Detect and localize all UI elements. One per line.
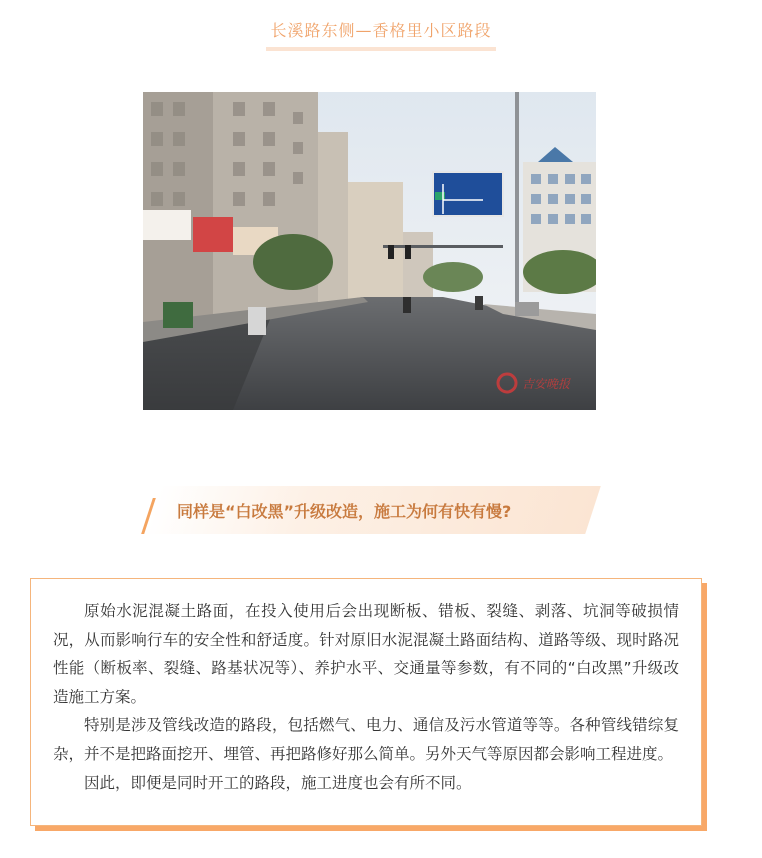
section-title: 同样是“白改黑”升级改造，施工为何有快有慢?	[177, 502, 512, 521]
svg-text:吉安晚报: 吉安晚报	[522, 377, 571, 391]
article-text-box	[30, 578, 702, 826]
street-photo-illustration	[143, 92, 596, 410]
photo-caption: 长溪路东侧—香格里小区路段	[266, 18, 495, 51]
street-photo	[143, 92, 596, 410]
paragraph-3: 因此，即便是同时开工的路段，施工进度也会有所不同。	[84, 773, 472, 792]
section-header	[143, 486, 593, 534]
paragraph-2: 特别是涉及管线改造的路段，包括燃气、电力、通信及污水管道等等。各种管线错综复杂，并不是把路面挖开、埋管、再把路修好那么简单。另外天气等原因都会影响工程进度。	[53, 716, 679, 763]
paragraph-1: 原始水泥混凝土路面，在投入使用后会出现断板、错板、裂缝、剥落、坑洞等破损情况，从而影响行车的安全性和舒适度。针对原旧水泥混凝土路面结构、道路等级、现时路况性能（断板率、裂缝、路基状况等）、养护水平、交通量等参数，有不同的“白改黑”升级改造施工方案。	[53, 602, 679, 706]
caption-wrapper	[0, 18, 762, 51]
